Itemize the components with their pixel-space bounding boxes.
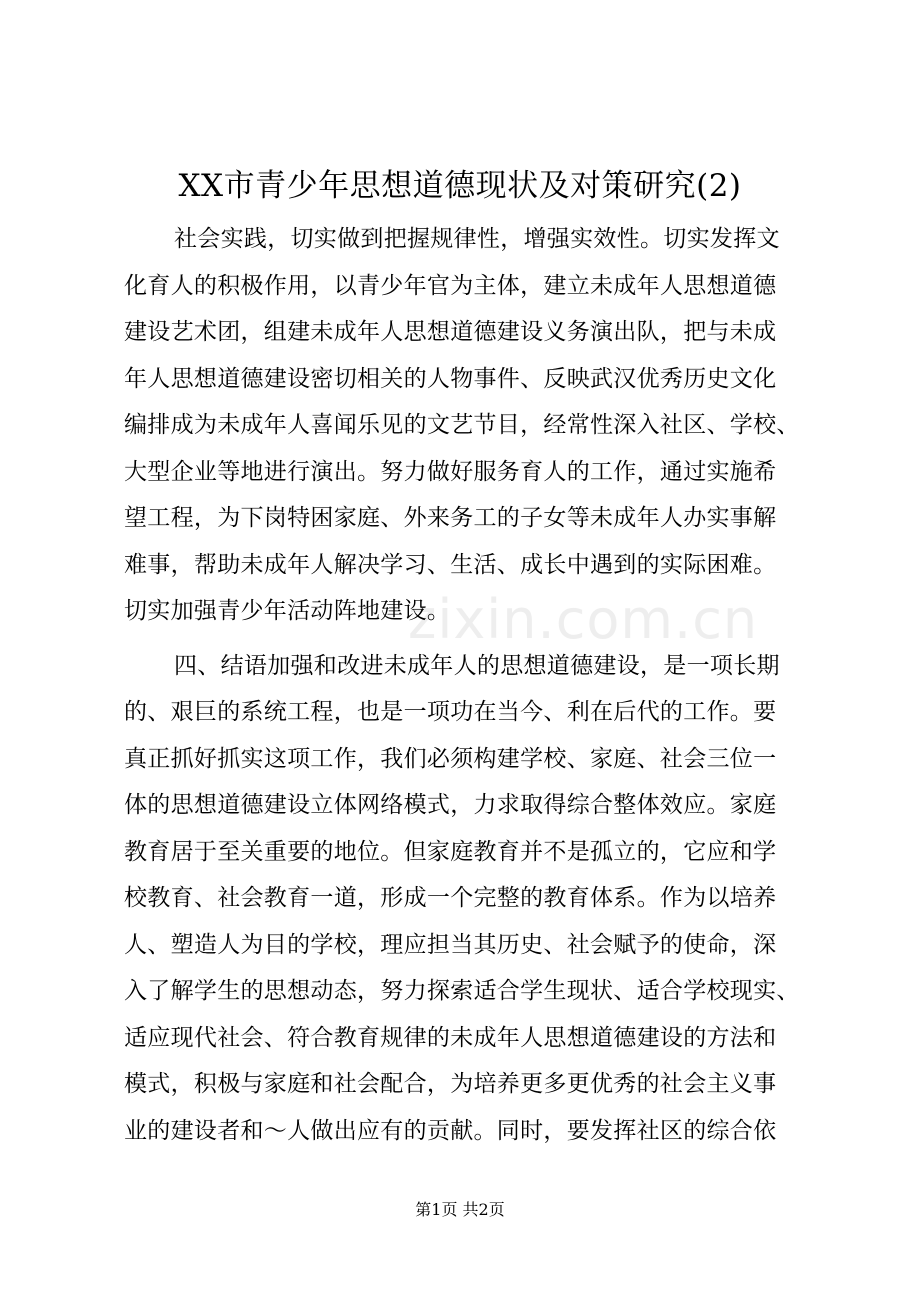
paragraph-2-line: 人、塑造人为目的学校，理应担当其历史、社会赋予的使命，深: [124, 931, 777, 958]
paragraph-2-line: 入了解学生的思想动态，努力探索适合学生现状、适合学校现实、: [124, 978, 800, 1004]
paragraph-2-line: 真正抓好抓实这项工作，我们必须构建学校、家庭、社会三位一: [124, 745, 777, 772]
paragraph-1-line: 社会实践，切实做到把握规律性，增强实效性。切实发挥文: [174, 226, 780, 252]
paragraph-2-line: 的、艰巨的系统工程，也是一项功在当今、利在后代的工作。要: [124, 699, 777, 725]
paragraph-1-line: 编排成为未成年人喜闻乐见的文艺节目，经常性深入社区、学校、: [124, 412, 800, 438]
paragraph-1-line: 难事，帮助未成年人解决学习、生活、成长中遇到的实际困难。: [124, 551, 777, 578]
paragraph-1-line: 化育人的积极作用，以青少年官为主体，建立未成年人思想道德: [124, 272, 777, 299]
paragraph-2-line: 四、结语加强和改进未成年人的思想道德建设，是一项长期: [174, 652, 780, 679]
paragraph-2-line: 教育居于至关重要的地位。但家庭教育并不是孤立的，它应和学: [124, 838, 777, 865]
paragraph-2-line: 模式，积极与家庭和社会配合，为培养更多更优秀的社会主义事: [124, 1071, 777, 1097]
watermark-text: zixin.com.cn: [408, 588, 759, 651]
paragraph-1-line: 大型企业等地进行演出。努力做好服务育人的工作，通过实施希: [124, 458, 777, 485]
paragraph-2-line: 适应现代社会、符合教育规律的未成年人思想道德建设的方法和: [124, 1024, 777, 1051]
paragraph-1-line: 望工程，为下岗特困家庭、外来务工的子女等未成年人办实事解: [124, 505, 777, 531]
document-body: [124, 216, 824, 1154]
paragraph-2-line: 体的思想道德建设立体网络模式，力求取得综合整体效应。家庭: [124, 792, 777, 818]
paragraph-2-line: 业的建设者和～人做出应有的贡献。同时，要发挥社区的综合依: [124, 1117, 777, 1144]
paragraph-1-line: 建设艺术团，组建未成年人思想道德建设义务演出队，把与未成: [124, 319, 777, 345]
paragraph-2-line: 校教育、社会教育一道，形成一个完整的教育体系。作为以培养: [124, 885, 777, 911]
page-footer: 第1页 共2页: [415, 1200, 505, 1219]
paragraph-1-line: 切实加强青少年活动阵地建设。: [124, 598, 451, 624]
paragraph-1-line: 年人思想道德建设密切相关的人物事件、反映武汉优秀历史文化: [124, 365, 777, 392]
document-title: XX市青少年思想道德现状及对策研究(2): [178, 168, 742, 204]
